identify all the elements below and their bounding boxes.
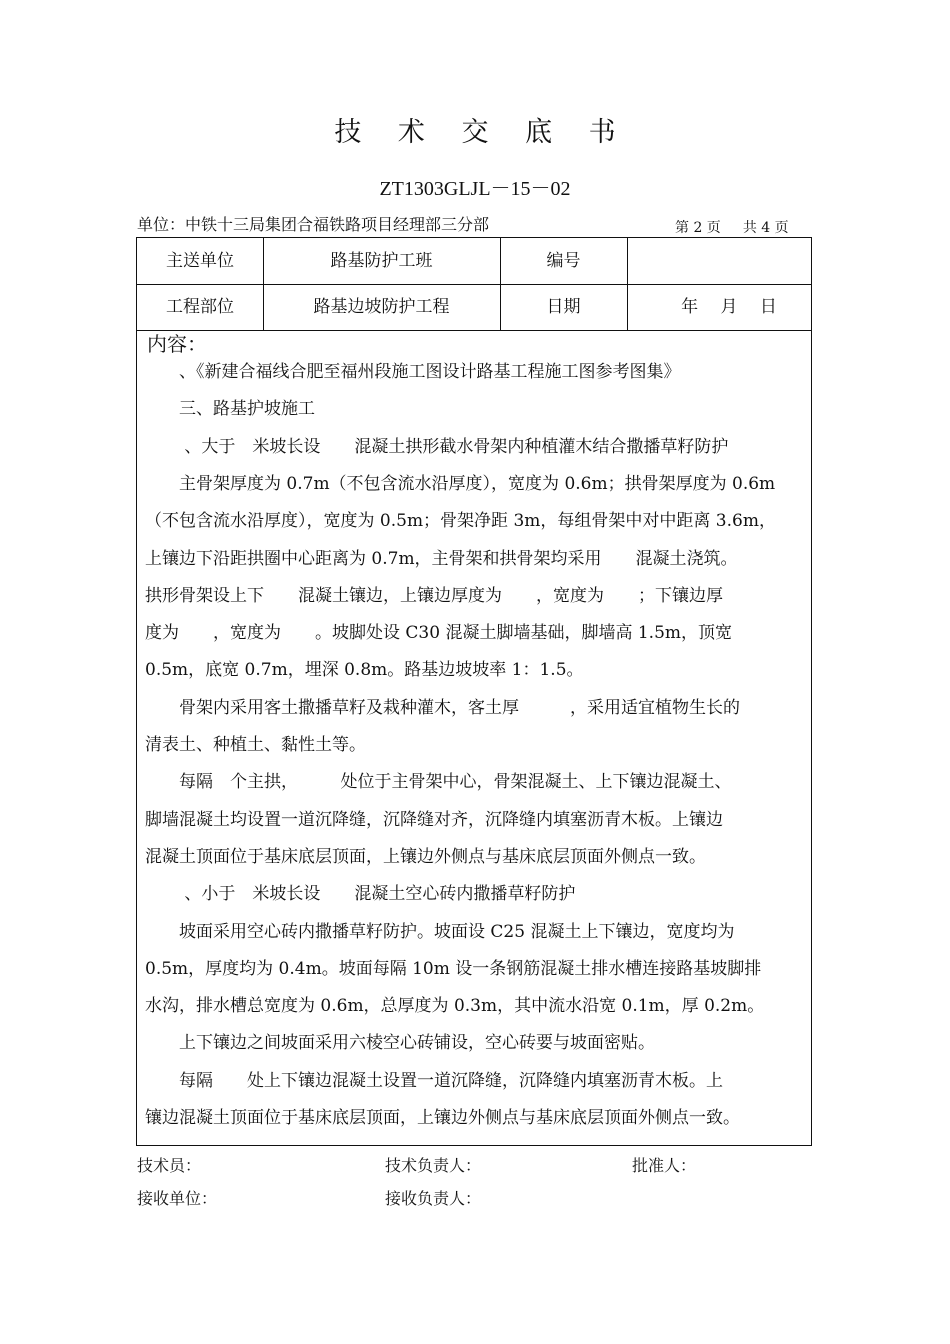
content-line: 拱形骨架设上下 混凝土镶边，上镶边厚度为 ，宽度为 ；下镶边厚 bbox=[145, 585, 723, 606]
date-value: 年 月 日 bbox=[681, 297, 777, 317]
technician-label: 技术员： bbox=[137, 1156, 202, 1175]
send-unit-value: 路基防护工班 bbox=[330, 251, 433, 271]
content-line: 、《新建合福线合肥至福州段施工图设计路基工程施工图参考图集》 bbox=[145, 362, 681, 382]
date-label: 日期 bbox=[546, 297, 581, 317]
unit-line: 单位：中铁十三局集团合福铁路项目经理部三分部 bbox=[137, 215, 490, 234]
content-line: 骨架内采用客土撒播草籽及栽种灌木，客土厚 ，采用适宜植物生长的 bbox=[145, 697, 740, 718]
content-line: 脚墙混凝土均设置一道沉降缝，沉降缝对齐，沉降缝内填塞沥青木板。上镶边 bbox=[145, 809, 723, 830]
document-number: ZT1303GLJL－15－02 bbox=[379, 178, 571, 200]
number-label: 编号 bbox=[546, 251, 581, 271]
content-line: 、大于 米坡长设 混凝土拱形截水骨架内种植灌木结合撒播草籽防护 bbox=[145, 436, 729, 457]
content-line: 0.5m，底宽 0.7m，埋深 0.8m。路基边坡坡率 1：1.5。 bbox=[145, 660, 584, 681]
tech-lead-label: 技术负责人： bbox=[385, 1156, 482, 1175]
header-divider bbox=[137, 330, 811, 331]
content-line: 上下镶边之间坡面采用六棱空心砖铺设，空心砖要与坡面密贴。 bbox=[145, 1033, 655, 1054]
content-line: 度为 ，宽度为 。坡脚处设 C30 混凝土脚墙基础，脚墙高 1.5m，顶宽 bbox=[145, 623, 733, 644]
content-line: 0.5m，厚度均为 0.4m。坡面每隔 10m 设一条钢筋混凝土排水槽连接路基坡脚排 bbox=[145, 958, 762, 979]
location-value: 路基边坡防护工程 bbox=[313, 297, 450, 317]
disclosure-form bbox=[136, 237, 812, 1146]
number-value bbox=[627, 238, 811, 284]
receiver-lead-label: 接收负责人： bbox=[385, 1189, 482, 1208]
content-label: 内容： bbox=[147, 332, 207, 356]
location-label: 工程部位 bbox=[166, 297, 234, 317]
document-title: 技 术 交 底 书 bbox=[334, 117, 630, 148]
receiver-unit-label: 接收单位： bbox=[137, 1189, 218, 1208]
page-current: 第 2 页 bbox=[675, 220, 721, 236]
send-unit-label: 主送单位 bbox=[166, 251, 234, 271]
content-line: 坡面采用空心砖内撒播草籽防护。坡面设 C25 混凝土上下镶边，宽度均为 bbox=[145, 921, 735, 942]
content-line: 每隔 处上下镶边混凝土设置一道沉降缝，沉降缝内填塞沥青木板。上 bbox=[145, 1070, 723, 1091]
content-line: 、小于 米坡长设 混凝土空心砖内撒播草籽防护 bbox=[145, 884, 576, 905]
content-line: 混凝土顶面位于基床底层顶面，上镶边外侧点与基床底层顶面外侧点一致。 bbox=[145, 846, 706, 867]
page-total: 共 4 页 bbox=[742, 220, 789, 236]
content-line: 每隔 个主拱， 处位于主骨架中心，骨架混凝土、上下镶边混凝土、 bbox=[145, 772, 732, 793]
content-line: （不包含流水沿厚度），宽度为 0.5m；骨架净距 3m，每组骨架中对中距离 3.6m， bbox=[145, 511, 776, 532]
content-line: 水沟，排水槽总宽度为 0.6m，总厚度为 0.3m，其中流水沿宽 0.1m，厚 0.2m。 bbox=[145, 996, 765, 1017]
content-line: 三、路基护坡施工 bbox=[145, 399, 315, 420]
content-line: 镶边混凝土顶面位于基床底层顶面，上镶边外侧点与基床底层顶面外侧点一致。 bbox=[145, 1108, 740, 1128]
content-line: 清表土、种植土、黏性土等。 bbox=[145, 735, 366, 755]
approver-label: 批准人： bbox=[632, 1156, 697, 1175]
content-line: 上镶边下沿距拱圈中心距离为 0.7m，主骨架和拱骨架均采用 混凝土浇筑。 bbox=[145, 548, 738, 569]
page-info bbox=[675, 217, 789, 237]
content-line: 主骨架厚度为 0.7m（不包含流水沿厚度），宽度为 0.6m；拱骨架厚度为 0.6m bbox=[145, 473, 776, 494]
